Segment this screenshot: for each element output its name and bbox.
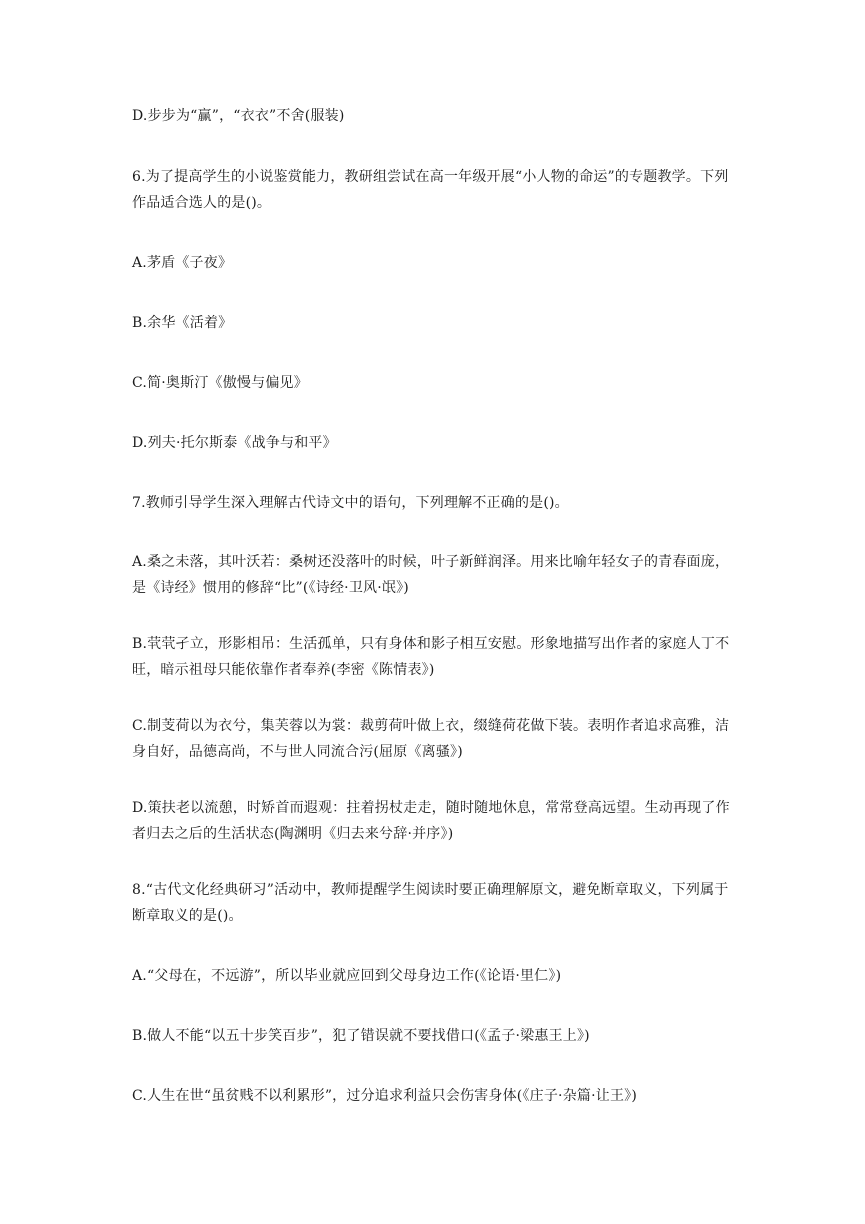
option-a-q8: A.“父母在，不远游”，所以毕业就应回到父母身边工作(《论语·里仁》) <box>132 968 562 984</box>
option-c-q8: C.人生在世“虽贫贱不以利累形”，过分追求利益只会伤害身体(《庄子·杂篇·让王》) <box>132 1088 637 1104</box>
option-d-q7: D.策扶老以流憩，时矫首而遐观：拄着拐杖走走，随时随地休息，常常登高远望。生动再现了作者归去之后的生活状态(陶渊明《归去来兮辞·并序》) <box>132 800 730 842</box>
option-d-q5: D.步步为“赢”，“衣衣”不舍(服装) <box>132 108 345 124</box>
option-b-q7: B.茕茕孑立，形影相吊：生活孤单，只有身体和影子相互安慰。形象地描写出作者的家庭人丁不旺，暗示祖母只能依靠作者奉养(李密《陈情表》) <box>132 636 730 678</box>
option-a-q6: A.茅盾《子夜》 <box>132 255 233 271</box>
option-a-q7: A.桑之未落，其叶沃若：桑树还没落叶的时候，叶子新鲜润泽。用来比喻年轻女子的青春面庞，是《诗经》惯用的修辞“比”(《诗经·卫风·氓》) <box>132 554 730 596</box>
question-6: 6.为了提高学生的小说鉴赏能力，教研组尝试在高一年级开展“小人物的命运”的专题教学。下列作品适合选人的是()。 <box>132 169 729 211</box>
option-c-q7: C.制芰荷以为衣兮，集芙蓉以为裳：裁剪荷叶做上衣，缀缝荷花做下装。表明作者追求高雅，洁身自好，品德高尚，不与世人同流合污(屈原《离骚》) <box>132 718 730 760</box>
option-d-q6: D.列夫·托尔斯泰《战争与和平》 <box>132 435 337 451</box>
question-8: 8.“古代文化经典研习”活动中，教师提醒学生阅读时要正确理解原文，避免断章取义，下列属于断章取义的是()。 <box>132 882 729 924</box>
option-c-q6: C.简·奥斯汀《傲慢与偏见》 <box>132 375 308 391</box>
question-7: 7.教师引导学生深入理解古代诗文中的语句，下列理解不正确的是()。 <box>132 495 569 511</box>
option-b-q6: B.余华《活着》 <box>132 315 233 331</box>
option-b-q8: B.做人不能“以五十步笑百步”，犯了错误就不要找借口(《孟子·梁惠王上》) <box>132 1028 590 1044</box>
